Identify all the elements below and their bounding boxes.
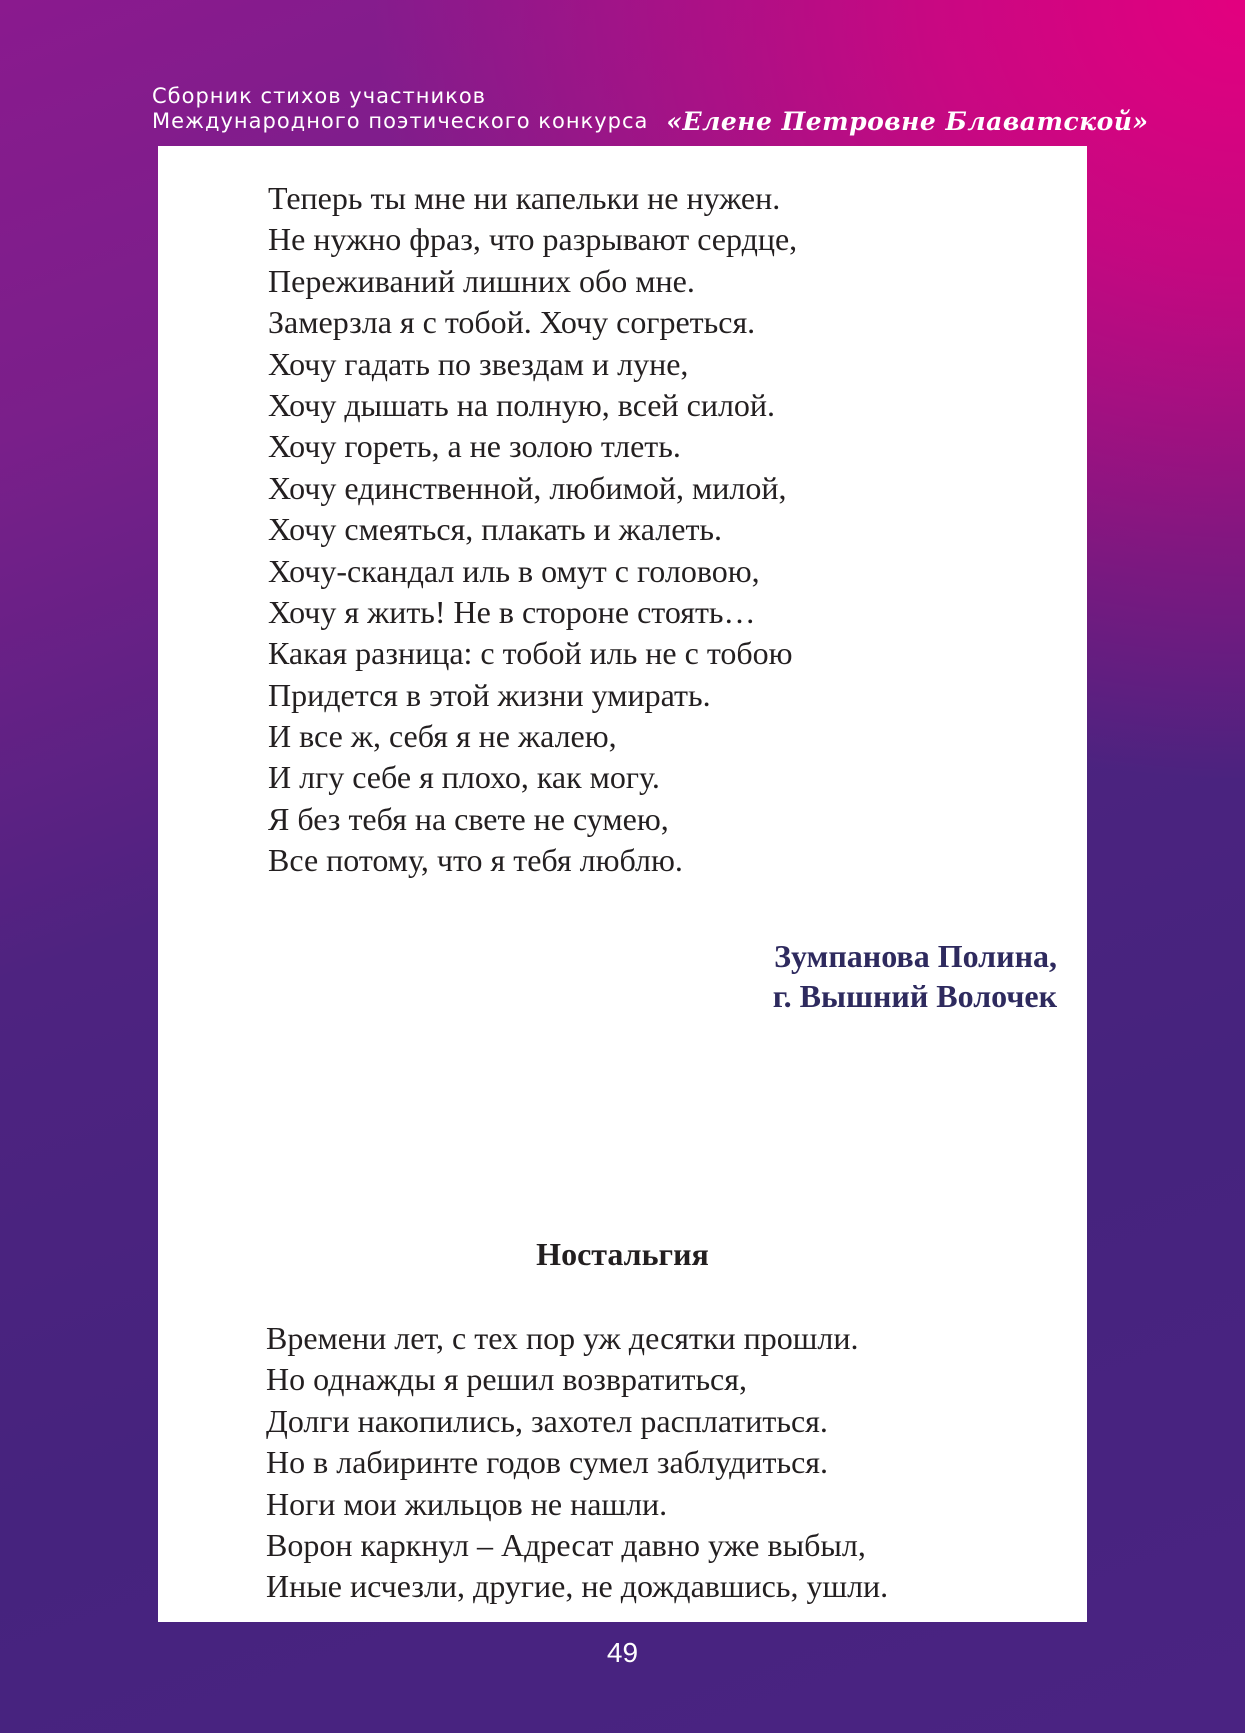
poem-line: Хочу гореть, а не золою тлеть. [268, 428, 681, 465]
poem-line: Долги накопились, захотел расплатиться. [266, 1402, 828, 1439]
poem-line: Хочу я жить! Не в стороне стоять… [268, 593, 756, 630]
contest-name: «Елене Петровне Блаватской» [666, 107, 1149, 136]
poem-1-author [773, 936, 1057, 1016]
poem-line: Но в лабиринте годов сумел заблудиться. [266, 1444, 828, 1481]
header-line-2: Международного поэтического конкурса [152, 109, 649, 133]
poem-line: Не нужно фраз, что разрывают сердце, [268, 221, 798, 258]
poem-line: Иные исчезли, другие, не дождавшись, ушли. [266, 1568, 889, 1605]
poem-line: Хочу-скандал иль в омут с головою, [268, 552, 760, 589]
poem-line: И лгу себе я плохо, как могу. [268, 759, 660, 796]
collection-header [152, 84, 1149, 136]
poem-line: Ворон каркнул – Адресат давно уже выбыл, [266, 1526, 866, 1563]
poem-line: Придется в этой жизни умирать. [268, 676, 711, 713]
poem-2-title: Ностальгия [536, 1236, 709, 1272]
header-line-2-row [152, 107, 1149, 136]
poem-line: Ноги мои жильцов не нашли. [266, 1485, 668, 1522]
poem-line: И все ж, себя я не жалею, [268, 718, 617, 755]
poem-line: Переживаний лишних обо мне. [268, 262, 695, 299]
poem-1 [268, 178, 797, 882]
poem-line: Хочу единственной, любимой, милой, [268, 469, 787, 506]
poem-line: Хочу дышать на полную, всей силой. [268, 386, 776, 423]
page-number: 49 [606, 1637, 639, 1668]
author-name: Зумпанова Полина, [774, 938, 1057, 974]
poem-line: Хочу смеяться, плакать и жалеть. [268, 511, 723, 548]
poem-line: Какая разница: с тобой иль не с тобою [268, 635, 793, 672]
poem-2 [266, 1318, 888, 1608]
poem-line: Теперь ты мне ни капельки не нужен. [268, 180, 781, 216]
author-city: г. Вышний Волочек [772, 978, 1057, 1014]
poem-line: Я без тебя на свете не сумею, [268, 800, 669, 837]
page-content [158, 146, 1087, 1622]
poem-line: Хочу гадать по звездам и луне, [268, 345, 689, 382]
poem-line: Замерзла я с тобой. Хочу согреться. [268, 304, 756, 341]
poem-line: Но однажды я решил возвратиться, [266, 1361, 747, 1398]
poem-line: Времени лет, с тех пор уж десятки прошли. [266, 1320, 859, 1356]
poem-line: Все потому, что я тебя люблю. [268, 842, 683, 879]
header-line-1: Сборник стихов участников [152, 84, 487, 108]
